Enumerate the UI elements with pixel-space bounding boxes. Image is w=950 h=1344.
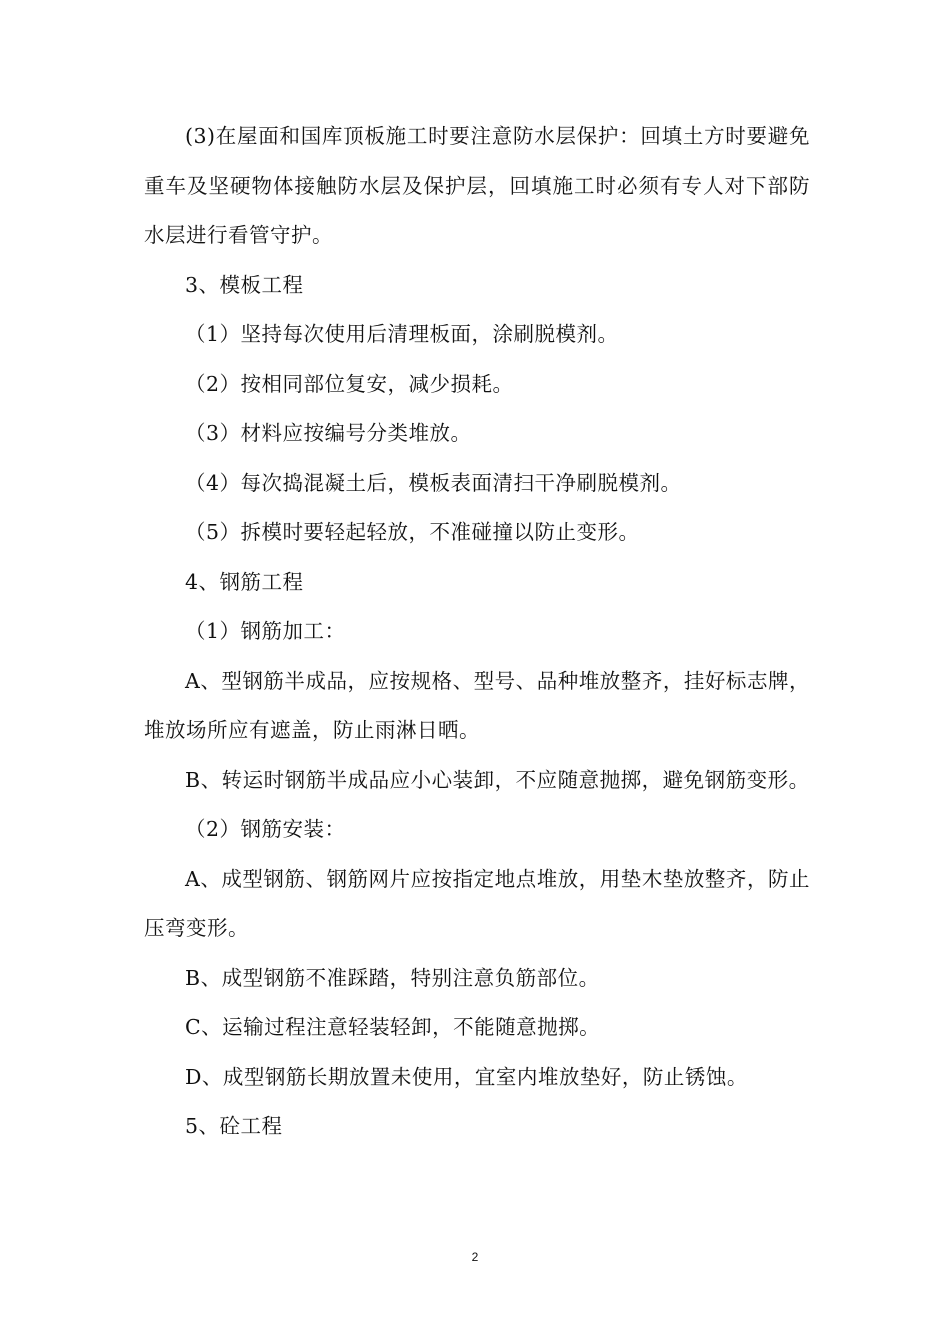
paragraph-formwork-2: （2）按相同部位复安，减少损耗。 xyxy=(185,371,514,396)
paragraph-rebar-installation-b: B、成型钢筋不准踩踏，特别注意负筋部位。 xyxy=(185,965,600,990)
paragraph-formwork-3: （3）材料应按编号分类堆放。 xyxy=(185,421,472,445)
paragraph-formwork-4: （4）每次捣混凝土后，模板表面清扫干净刷脱模剂。 xyxy=(185,470,682,495)
subheading-rebar-installation: （2）钢筋安装： xyxy=(185,817,346,841)
paragraph-rebar-installation-d: D、成型钢筋长期放置未使用，宜室内堆放垫好，防止锈蚀。 xyxy=(185,1064,748,1089)
paragraph-rebar-installation-c: C、运输过程注意轻装轻卸，不能随意抛掷。 xyxy=(185,1015,601,1039)
section-heading-formwork: 3、模板工程 xyxy=(185,272,304,297)
paragraph-rebar-processing-b: B、转运时钢筋半成品应小心装卸，不应随意抛掷，避免钢筋变形。 xyxy=(185,767,810,792)
document-body xyxy=(144,112,810,1152)
paragraph-waterproof-protection: (3)在屋面和国库顶板施工时要注意防水层保护：回填土方时要避免重车及坚硬物体接触防水层及保护层，回填施工时必须有专人对下部防水层进行看管守护。 xyxy=(144,124,810,247)
subheading-rebar-processing: （1）钢筋加工： xyxy=(185,619,346,643)
page-number: 2 xyxy=(471,1250,479,1264)
paragraph-rebar-processing-a: A、型钢筋半成品，应按规格、型号、品种堆放整齐，挂好标志牌，堆放场所应有遮盖，防止雨淋日晒。 xyxy=(144,668,810,742)
paragraph-formwork-5: （5）拆模时要轻起轻放，不准碰撞以防止变形。 xyxy=(185,520,640,544)
section-heading-rebar: 4、钢筋工程 xyxy=(185,569,304,594)
paragraph-rebar-installation-a: A、成型钢筋、钢筋网片应按指定地点堆放，用垫木垫放整齐，防止压弯变形。 xyxy=(144,866,810,940)
paragraph-formwork-1: （1）坚持每次使用后清理板面，涂刷脱模剂。 xyxy=(185,322,619,346)
section-heading-concrete: 5、砼工程 xyxy=(185,1114,283,1138)
